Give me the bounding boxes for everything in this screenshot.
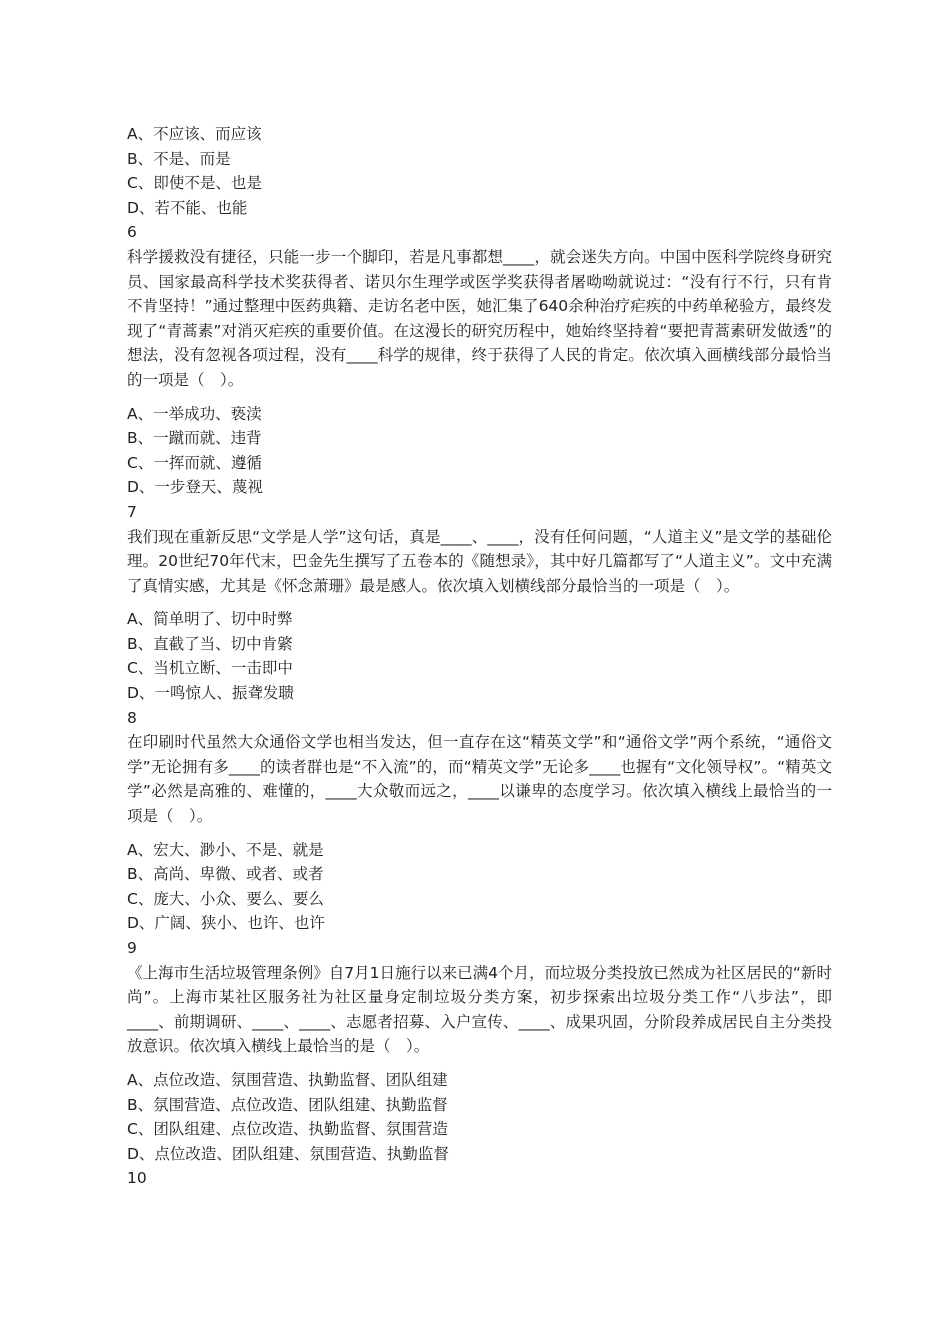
option-a: A、简单明了、切中时弊 bbox=[127, 610, 293, 629]
option-b: B、不是、而是 bbox=[127, 149, 231, 168]
option-b: B、高尚、卑微、或者、或者 bbox=[127, 865, 324, 884]
option-d: D、一鸣惊人、振聋发聩 bbox=[127, 684, 294, 703]
option-b: B、氛围营造、点位改造、团队组建、执勤监督 bbox=[127, 1095, 448, 1114]
question-number: 6 bbox=[127, 223, 137, 242]
question-9 bbox=[127, 936, 832, 1166]
option-c: C、庞大、小众、要么、要么 bbox=[127, 889, 324, 908]
option-a: A、宏大、渺小、不是、就是 bbox=[127, 840, 324, 859]
option-d: D、点位改造、团队组建、氛围营造、执勤监督 bbox=[127, 1144, 449, 1163]
question-number: 10 bbox=[127, 1169, 147, 1188]
question-10 bbox=[127, 1166, 832, 1191]
option-a: A、一举成功、亵渎 bbox=[127, 404, 262, 423]
question-stem: 我们现在重新反思“文学是人学”这句话，真是____、____，没有任何问题，“人道主义”是文学的基础伦理。20世纪70年代末，巴金先生撰写了五卷本的《随想录》，其中好几篇都写了“人道主义”。文中充满了真情实感，尤其是《怀念萧珊》最是感人。依次填入划横线部分最恰当的一项是（ ）。 bbox=[127, 527, 832, 595]
question-stem: 《上海市生活垃圾管理条例》自7月1日施行以来已满4个月，而垃圾分类投放已然成为社区居民的“新时尚”。上海市某社区服务社为社区量身定制垃圾分类方案，初步探索出垃圾分类工作“八步法”，即____、前期调研、____、____、志愿者招募、入户宣传、____、成果巩固，分阶段养成居民自主分类投放意识。依次填入横线上最恰当的是（ ）。 bbox=[127, 963, 832, 1056]
question-7 bbox=[127, 500, 832, 706]
option-b: B、一蹴而就、违背 bbox=[127, 429, 262, 448]
option-d: D、一步登天、蔑视 bbox=[127, 478, 263, 497]
question-stem: 科学援救没有捷径，只能一步一个脚印，若是凡事都想____，就会迷失方向。中国中医科学院终身研究员、国家最高科学技术奖获得者、诺贝尔生理学或医学奖获得者屠呦呦就说过：“没有行不行，只有肯不肯坚持！”通过整理中医药典籍、走访名老中医，她汇集了640余种治疗疟疾的中药单秘验方，最终发现了“青蒿素”对消灭疟疾的重要价值。在这漫长的研究历程中，她始终坚持着“要把青蒿素研发做透”的想法，没有忽视各项过程，没有____科学的规律，终于获得了人民的肯定。依次填入画横线部分最恰当的一项是（ ）。 bbox=[127, 247, 832, 389]
option-c: C、即使不是、也是 bbox=[127, 174, 262, 193]
question-6 bbox=[127, 220, 832, 500]
option-c: C、一挥而就、遵循 bbox=[127, 453, 262, 472]
option-d: D、若不能、也能 bbox=[127, 198, 248, 217]
question-number: 7 bbox=[127, 502, 137, 521]
document-page bbox=[127, 122, 832, 1191]
option-c: C、当机立断、一击即中 bbox=[127, 659, 293, 678]
option-b: B、直截了当、切中肯綮 bbox=[127, 634, 293, 653]
question-number: 9 bbox=[127, 939, 137, 957]
option-c: C、团队组建、点位改造、执勤监督、氛围营造 bbox=[127, 1120, 448, 1139]
option-a: A、不应该、而应该 bbox=[127, 125, 262, 143]
question-8 bbox=[127, 706, 832, 936]
option-d: D、广阔、狭小、也许、也许 bbox=[127, 914, 325, 933]
question-stem: 在印刷时代虽然大众通俗文学也相当发达，但一直存在这“精英文学”和“通俗文学”两个系统，“通俗文学”无论拥有多____的读者群也是“不入流”的，而“精英文学”无论多____也握有“文化领导权”。“精英文学”必然是高雅的、难懂的，____大众敬而远之，____以谦卑的态度学习。依次填入横线上最恰当的一项是（ ）。 bbox=[127, 733, 832, 826]
question-5-options bbox=[127, 122, 832, 220]
question-number: 8 bbox=[127, 708, 137, 727]
option-a: A、点位改造、氛围营造、执勤监督、团队组建 bbox=[127, 1070, 448, 1089]
